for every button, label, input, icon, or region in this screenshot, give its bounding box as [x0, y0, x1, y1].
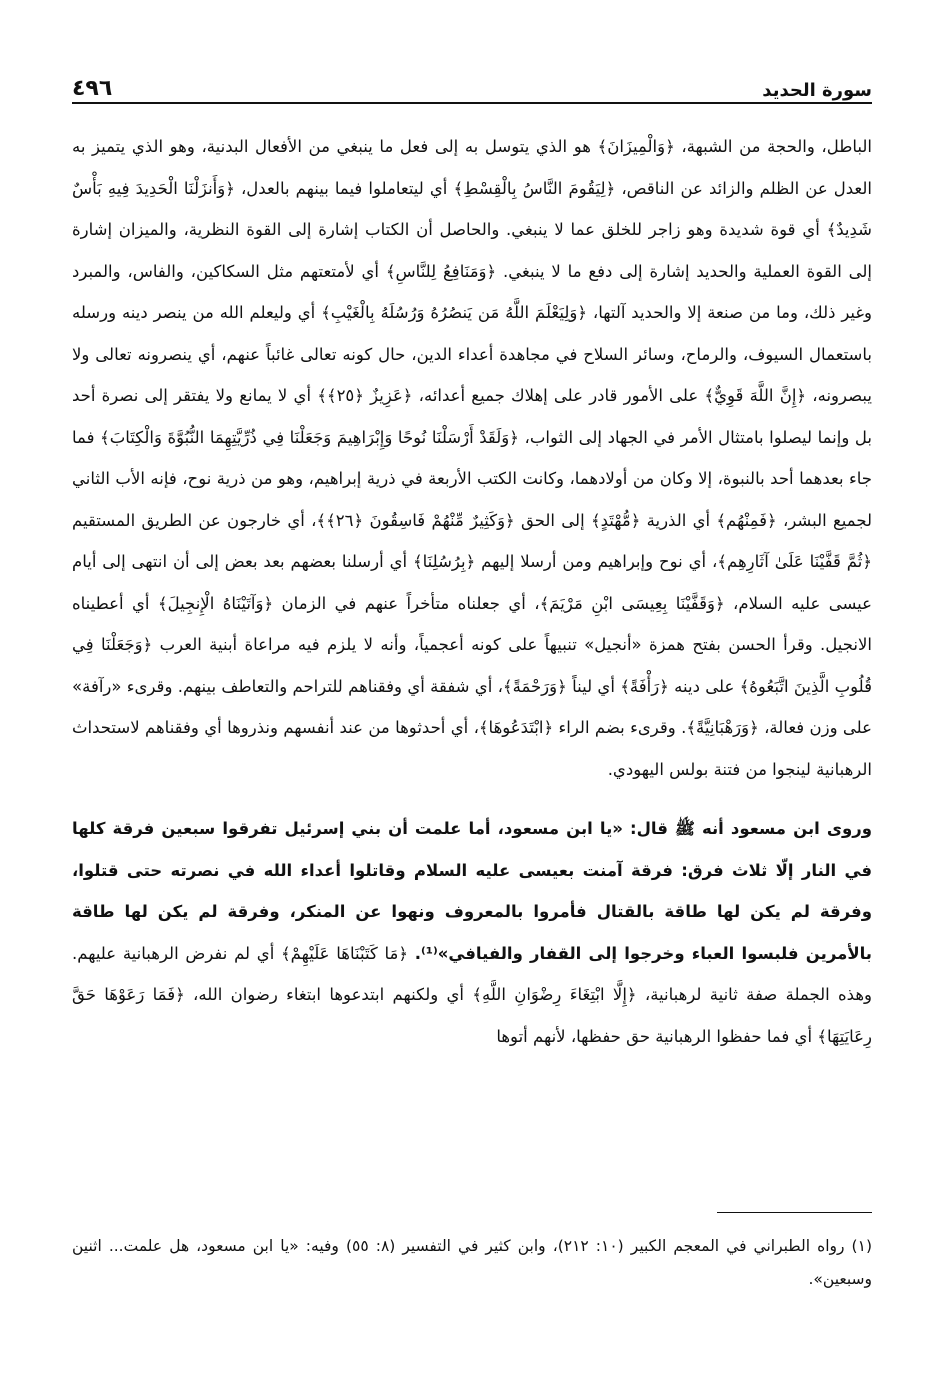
footnote-text: (١) رواه الطبراني في المعجم الكبير (١٠: ٢١٢)، وابن كثير في التفسير (٨: ٥٥) وفيه: «يا ابن مسعود، هل علمت... اثنين وسبعين». [72, 1237, 872, 1288]
footnote [72, 1230, 872, 1296]
page-number: ٤٩٦ [72, 76, 113, 101]
page-header [72, 60, 872, 104]
footnote-divider [717, 1212, 872, 1213]
hadith-paragraph [72, 808, 872, 1057]
commentary-paragraph: الباطل، والحجة من الشبهة، ﴿وَالْمِيزَانَ﴾ هو الذي يتوسل به إلى فعل ما ينبغي من الأفعال البدنية، وهو الذي يتميز به العدل عن الظلم والزائد عن الناقص، ﴿لِيَقُومَ النَّاسُ بِالْقِسْطِ﴾ أي ليتعاملوا فيما بينهم بالعدل، ﴿وَأَنزَلْنَا الْحَدِيدَ فِيهِ بَأْسٌ شَدِيدٌ﴾ أي قوة شديدة وهو زاجر للخلق عما لا ينبغي. والحاصل أن الكتاب إشارة إلى القوة النظرية، والميزان إشارة إلى القوة العملية والحديد إشارة إلى دفع ما لا ينبغي. ﴿وَمَنَافِعُ لِلنَّاسِ﴾ أي لأمتعتهم مثل السكاكين، والفاس، والمبرد وغير ذلك، وما من صنعة إلا والحديد آلتها، ﴿وَلِيَعْلَمَ اللَّهُ مَن يَنصُرُهُ وَرُسُلَهُ بِالْغَيْبِ﴾ أي وليعلم الله من ينصر دينه ورسله باستعمال السيوف، والرماح، وسائر السلاح في مجاهدة أعداء الدين، حال كونه تعالى غائباً عنهم، أي ينصرونه تعالى ولا يبصرونه، ﴿إِنَّ اللَّهَ قَوِيٌّ﴾ على الأمور قادر على إهلاك جميع أعدائه، ﴿عَزِيزٌ ﴿٢٥﴾﴾ أي لا يمانع ولا يفتقر إلى نصرة أحد بل وإنما ليصلوا بامتثال الأمر في الجهاد إلى الثواب، ﴿وَلَقَدْ أَرْسَلْنَا نُوحًا وَإِبْرَاهِيمَ وَجَعَلْنَا فِي ذُرِّيَّتِهِمَا النُّبُوَّةَ وَالْكِتَابَ﴾ فما جاء بعدهما أحد بالنبوة، إلا وكان من أولادهما، وكانت الكتب الأربعة في ذرية إبراهيم، وهو من ذرية نوح، فإنه الأب الثاني لجميع البشر، ﴿فَمِنْهُم﴾ أي الذرية ﴿مُّهْتَدٍ﴾ إلى الحق ﴿وَكَثِيرٌ مِّنْهُمْ فَاسِقُونَ ﴿٢٦﴾﴾، أي خارجون عن الطريق المستقيم ﴿ثُمَّ قَفَّيْنَا عَلَىٰ آثَارِهِم﴾، أي نوح وإبراهيم ومن أرسلا إليهم ﴿بِرُسُلِنَا﴾ أي أرسلنا بعضهم بعد بعض إلى أن انتهى إلى أيام عيسى عليه السلام، ﴿وَقَفَّيْنَا بِعِيسَى ابْنِ مَرْيَمَ﴾، أي جعلناه متأخراً عنهم في الزمان ﴿وَآتَيْنَاهُ الْإِنجِيلَ﴾ أي أعطيناه الانجيل. وقرأ الحسن بفتح همزة «أنجيل» تنبيهاً على كونه أعجمياً، وأنه لا يلزم فيه مراعاة أبنية العرب ﴿وَجَعَلْنَا فِي قُلُوبِ الَّذِينَ اتَّبَعُوهُ﴾ على دينه ﴿رَأْفَةً﴾ أي ليناً ﴿وَرَحْمَةً﴾، أي شفقة أي وفقناهم للتراحم والتعاطف بينهم. وقرىء «رآفة» على وزن فعالة، ﴿وَرَهْبَانِيَّةً﴾. وقرىء بضم الراء ﴿ابْتَدَعُوهَا﴾، أي أحدثوها من عند أنفسهم ونذروها أي وفقناهم لاستحداث الرهبانية لينجوا من فتنة بولس اليهودي. [72, 137, 873, 779]
surah-title: سورة الحديد [762, 80, 872, 101]
book-page [72, 60, 872, 1360]
hadith-text: وروى ابن مسعود أنه ﷺ قال: «يا ابن مسعود، أما علمت أن بني إسرئيل تفرقوا سبعين فرقة كلها في النار إلّا ثلاث فرق: فرقة آمنت بعيسى عليه السلام وقاتلوا أعداء الله في نصرته حتى قتلوا، وفرقة لم يكن لها طاقة بالقتال فأمروا بالمعروف ونهوا عن المنكر، وفرقة لم يكن لها طاقة بالأمرين فلبسوا العباء وخرجوا إلى القفار والفيافي»⁽¹⁾. [72, 819, 872, 963]
commentary-continuation: ﴿مَا كَتَبْنَاهَا عَلَيْهِمْ﴾ أي لم نفرض الرهبانية عليهم. وهذه الجملة صفة ثانية لرهبانية، ﴿إِلَّا ابْتِغَاءَ رِضْوَانِ اللَّهِ﴾ أي ولكنهم ابتدعوها ابتغاء رضوان الله، ﴿فَمَا رَعَوْهَا حَقَّ رِعَايَتِهَا﴾ أي فما حفظوا الرهبانية حق حفظها، لأنهم أتوها [72, 943, 872, 1046]
main-text [72, 126, 872, 1057]
